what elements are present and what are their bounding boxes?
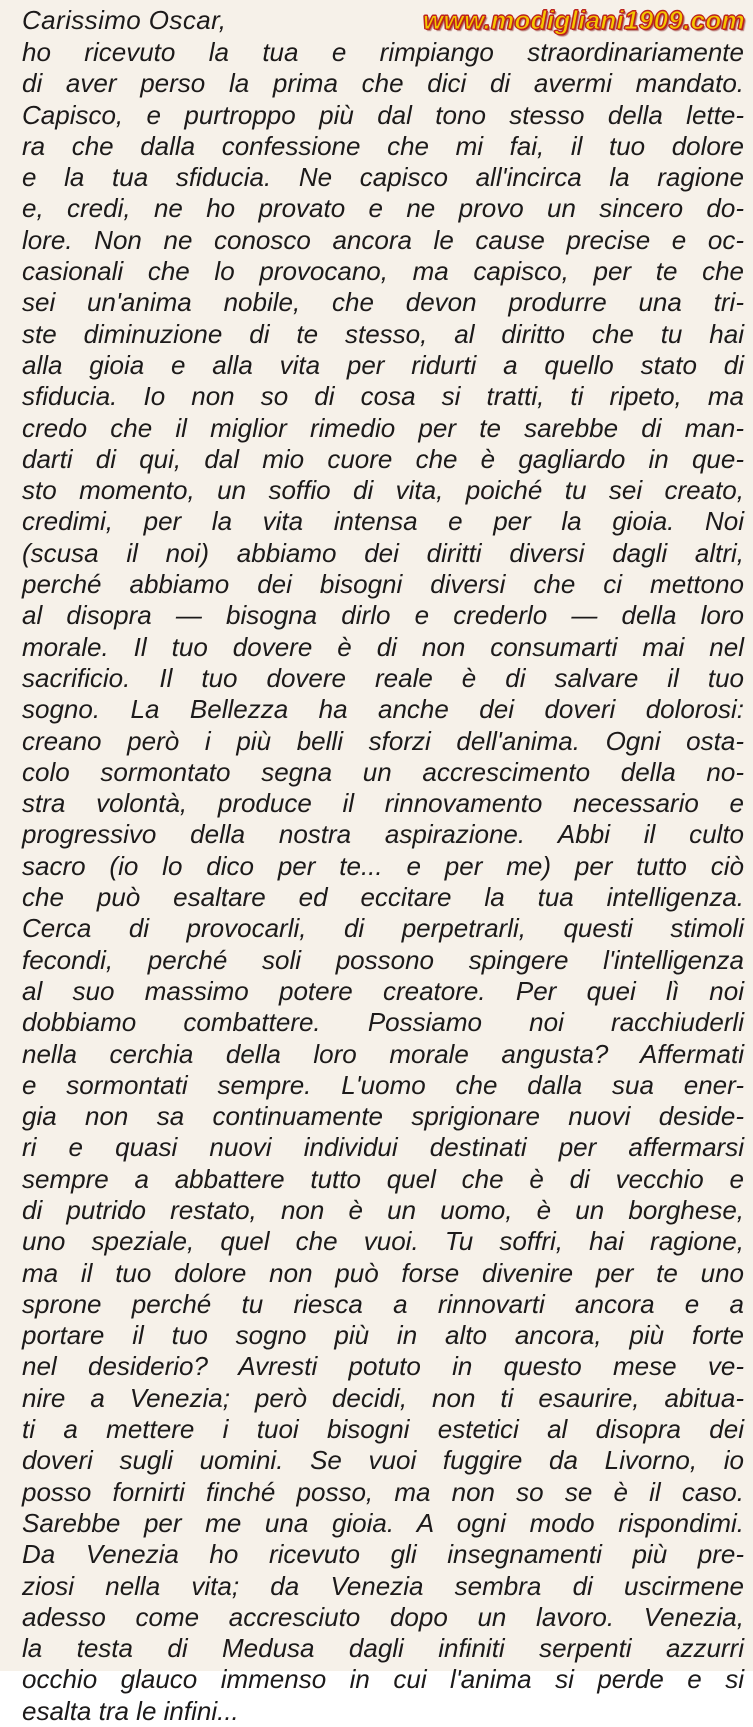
letter-line: uno speziale, quel che vuoi. Tu soffri, hai ragione, (22, 1226, 744, 1257)
letter-salutation: Carissimo Oscar, (22, 5, 227, 35)
letter-line: stra volontà, produce il rinnovamento necessario e (22, 788, 744, 819)
letter-line: casionali che lo provocano, ma capisco, per te che (22, 256, 744, 287)
letter-line: Cerca di provocarli, di perpetrarli, questi stimoli (22, 913, 744, 944)
letter-line: ti a mettere i tuoi bisogni estetici al disopra dei (22, 1414, 744, 1445)
letter-line: (scusa il noi) abbiamo dei diritti diversi dagli altri, (22, 537, 744, 568)
letter-line: morale. Il tuo dovere è di non consumarti mai nel (22, 631, 744, 662)
letter-line: sprone perché tu riesca a rinnovarti ancora e a (22, 1288, 744, 1319)
letter-line: sfiducia. Io non so di cosa si tratti, ti ripeto, ma (22, 381, 744, 412)
letter-line: sei un'anima nobile, che devon produrre una tri- (22, 287, 744, 318)
letter-body (22, 37, 744, 1727)
letter-line: al suo massimo potere creatore. Per quei lì noi (22, 975, 744, 1006)
letter-line: portare il tuo sogno più in alto ancora, più forte (22, 1320, 744, 1351)
letter-line: esalta tra le infini... (22, 1695, 239, 1726)
letter-line: adesso come accresciuto dopo un lavoro. Venezia, (22, 1601, 744, 1632)
letter-line: Da Venezia ho ricevuto gli insegnamenti più pre- (22, 1539, 744, 1570)
letter-line: Capisco, e purtroppo più dal tono stesso della lette- (22, 99, 744, 130)
letter-line: gia non sa continuamente sprigionare nuovi deside- (22, 1101, 744, 1132)
letter-line: al disopra — bisogna dirlo e crederlo — della loro (22, 600, 744, 631)
website-watermark: www.modigliani1909.com (422, 5, 745, 35)
letter-line: ste diminuzione di te stesso, al diritto che tu hai (22, 318, 744, 349)
letter-line: posso fornirti finché posso, ma non so se è il caso. (22, 1476, 744, 1507)
letter-line: alla gioia e alla vita per ridurti a quello stato di (22, 349, 744, 380)
letter-line: ma il tuo dolore non può forse divenire per te uno (22, 1257, 744, 1288)
letter-line: progressivo della nostra aspirazione. Abbi il culto (22, 819, 744, 850)
letter-line: colo sormontato segna un accrescimento della no- (22, 756, 744, 787)
letter-line: ziosi nella vita; da Venezia sembra di uscirmene (22, 1570, 744, 1601)
letter-line: darti di qui, dal mio cuore che è gagliardo in que- (22, 443, 744, 474)
letter-line: sacrificio. Il tuo dovere reale è di salvare il tuo (22, 662, 744, 693)
letter-line: Sarebbe per me una gioia. A ogni modo rispondimi. (22, 1507, 744, 1538)
letter-line: e sormontati sempre. L'uomo che dalla sua ener- (22, 1069, 744, 1100)
letter-line: sogno. La Bellezza ha anche dei doveri dolorosi: (22, 694, 744, 725)
letter-line: fecondi, perché soli possono spingere l'intelligenza (22, 944, 744, 975)
letter-line: di aver perso la prima che dici di avermi mandato. (22, 68, 744, 99)
letter-line: di putrido restato, non è un uomo, è un borghese, (22, 1194, 744, 1225)
letter-line: credimi, per la vita intensa e per la gioia. Noi (22, 506, 744, 537)
letter-line: e la tua sfiducia. Ne capisco all'incirca la ragione (22, 162, 744, 193)
letter-line: ra che dalla confessione che mi fai, il tuo dolore (22, 130, 744, 161)
letter-line: nel desiderio? Avresti potuto in questo mese ve- (22, 1351, 744, 1382)
letter-line: sempre a abbattere tutto quel che è di vecchio e (22, 1163, 744, 1194)
letter-line: creano però i più belli sforzi dell'anima. Ogni osta- (22, 725, 744, 756)
letter-line: nella cerchia della loro morale angusta? Affermati (22, 1038, 744, 1069)
letter-line: nire a Venezia; però decidi, non ti esaurire, abitua- (22, 1382, 744, 1413)
letter-line: sto momento, un soffio di vita, poiché tu sei creato, (22, 475, 744, 506)
letter-line: occhio glauco immenso in cui l'anima si perde e si (22, 1664, 744, 1695)
letter-line: la testa di Medusa dagli infiniti serpenti azzurri (22, 1633, 744, 1664)
letter-line: e, credi, ne ho provato e ne provo un sincero do- (22, 193, 744, 224)
letter-line: perché abbiamo dei bisogni diversi che ci mettono (22, 569, 744, 600)
letter-line: ri e quasi nuovi individui destinati per affermarsi (22, 1132, 744, 1163)
letter-line: sacro (io lo dico per te... e per me) per tutto ciò (22, 850, 744, 881)
letter-line: dobbiamo combattere. Possiamo noi racchiuderli (22, 1007, 744, 1038)
letter-line: credo che il miglior rimedio per te sarebbe di man- (22, 412, 744, 443)
letter-line: lore. Non ne conosco ancora le cause precise e oc- (22, 224, 744, 255)
letter-line: che può esaltare ed eccitare la tua intelligenza. (22, 882, 744, 913)
letter-line: ho ricevuto la tua e rimpiango straordinariamente (22, 37, 744, 67)
letter-line: doveri sugli uomini. Se vuoi fuggire da Livorno, io (22, 1445, 744, 1476)
